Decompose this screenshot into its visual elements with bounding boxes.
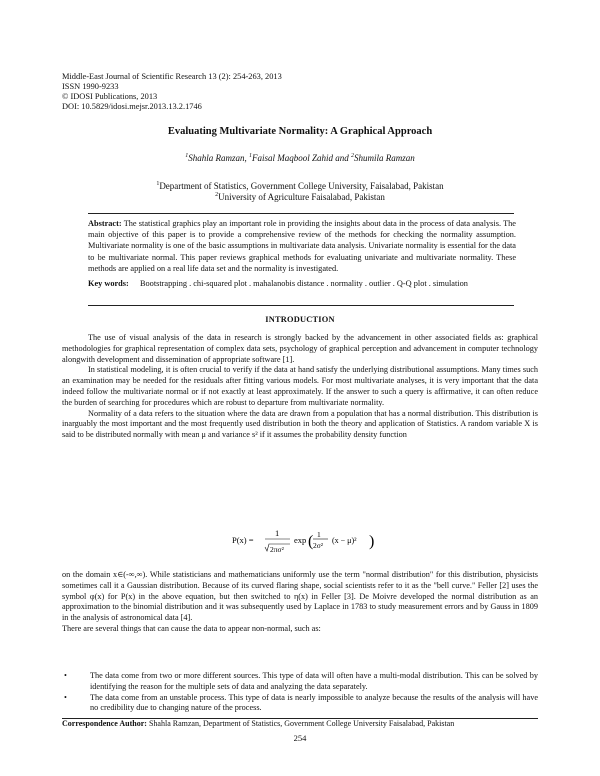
author-name: Faisal Maqbool Zahid	[251, 153, 333, 163]
bullet-icon: •	[64, 692, 67, 702]
correspondence-footer	[62, 719, 538, 729]
correspondence-label: Correspondence Author:	[62, 719, 147, 728]
page-number: 254	[293, 733, 307, 743]
affiliations	[62, 181, 538, 203]
author-name: Shumila Ramzan	[354, 153, 415, 163]
eq-denominator: 2πσ²	[270, 545, 284, 554]
journal-citation: Middle-East Journal of Scientific Research 13 (2): 254-263, 2013	[62, 72, 282, 81]
keywords-list: Bootstrapping . chi-squared plot . mahalanobis distance . normality . outlier . Q-Q plot . simulation	[140, 279, 468, 288]
abstract-text: The statistical graphics play an important role in providing the insights about data in the process of data analysis. The main objective of this paper is to provide a comprehensive review of the methods for checking the normality assumption. Multivariate normality is one of the basic assumptions in multivariate data analysis. Univariate normality is essential for the data to be multivariate normal. This paper reviews graphical methods for evaluating univariate and multivariate normality. These methods are applied on a real life data set and the normality is investigated.	[88, 219, 516, 273]
abstract	[88, 218, 516, 274]
journal-header	[62, 72, 282, 112]
eq-exp: exp	[294, 535, 307, 545]
author-sup: 1	[185, 153, 189, 159]
affiliation: $^2$University of Agriculture Faisalabad, Pakistan	[215, 192, 385, 202]
svg-text:): )	[369, 533, 375, 550]
affiliation: $^1$Department of Statistics, Government College University, Faisalabad, Pakistan	[156, 181, 444, 191]
intro-body	[62, 333, 538, 441]
author-sup: 2	[351, 153, 354, 159]
paragraph: on the domain x∈(-∞,∞). While statisticians and mathematicians uniformly use the term "normal distribution" for this distribution, physicists sometimes call it a Gaussian distribution. Because of its curved flaring shape, social scientists refer to it as the "bell curve." Feller [2] uses the symbol φ(x) for P(x) in the above equation, but then switched to η(x) in Feller [3]. De Moivre developed the normal distribution as an approximation to the binomial distribution and it was subsequently used by Laplace in 1783 to study measurement errors and by Gauss in 1809 in the analysis of astronomical data [4].	[62, 570, 538, 623]
paper-title: Evaluating Multivariate Normality: A Graphical Approach	[167, 126, 433, 137]
author-sup: 1	[248, 153, 252, 159]
paragraph: Normality of a data refers to the situation where the data are drawn from a population that has a normal distribution. This distribution is inarguably the most important and the most frequently used distribution in both the theory and application of Statistics. A random variable X is said to be distributed normally with mean μ and variance s² if it assumes the probability density function	[62, 408, 538, 440]
author-name: Shahla Ramzan,	[188, 153, 247, 163]
author-list	[62, 153, 538, 163]
bullet-list	[62, 671, 538, 714]
eq-inner-num: 1	[317, 530, 321, 539]
section-heading: INTRODUCTION	[265, 315, 335, 324]
keywords	[88, 278, 516, 302]
svg-text:(: (	[308, 533, 314, 550]
paragraph: There are several things that can cause the data to appear non-normal, such as:	[62, 623, 321, 633]
post-equation-body	[62, 570, 538, 635]
abstract-label: Abstract:	[88, 219, 122, 228]
copyright: © IDOSI Publications, 2013	[62, 92, 158, 101]
bullet-icon: •	[64, 671, 67, 680]
doi: DOI: 10.5829/idosi.mejsr.2013.13.2.1746	[62, 102, 202, 111]
abstract-top-rule	[88, 213, 514, 214]
list-item: • The data come from two or more different sources. This type of data will often have a multi-modal distribution. This can be solved by identifying the reason for the multiple sets of data and analyzing the data separately.	[64, 671, 538, 691]
issn: ISSN 1990-9233	[62, 82, 119, 91]
eq-inner-den: 2σ²	[313, 541, 324, 550]
author-conjunction: and	[335, 153, 349, 163]
keywords-label: Key words:	[88, 279, 129, 288]
list-item: • The data come from an unstable process. This type of data is nearly impossible to analyze because the results of the analysis will have no credibility due to changing nature of the process.	[64, 692, 538, 713]
eq-inner-tail: (x − μ)²	[332, 536, 357, 545]
pdf-equation	[232, 524, 382, 562]
correspondence-text: Shahla Ramzan, Department of Statistics, Government College University Faisalabad, Pakistan	[148, 719, 455, 728]
equation-graphic	[232, 524, 382, 560]
keywords-bottom-rule	[88, 305, 514, 306]
eq-lhs: P(x) =	[232, 535, 254, 545]
eq-numerator: 1	[275, 528, 280, 538]
paragraph: In statistical modeling, it is often crucial to verify if the data at hand satisfy the underlying distributional assumptions. Many times such an examination may be needed for the residuals after fitting various models. For most multivariate analyses, it is very important that the data indeed follow the multivariate normal or if not exactly at least approximately. If the answer to such a query is affirmative, it can often reduce the burden of searching for procedures which are robust to departure from multivariate normality.	[62, 365, 538, 407]
paragraph: The use of visual analysis of the data in research is strongly backed by the advancement in other associated fields as: graphical methodologies for graphical representation of complex data sets, psychology of graphical perception and advancement in computer technology alongwith development and dissemination of appropriate software [1].	[62, 333, 538, 364]
